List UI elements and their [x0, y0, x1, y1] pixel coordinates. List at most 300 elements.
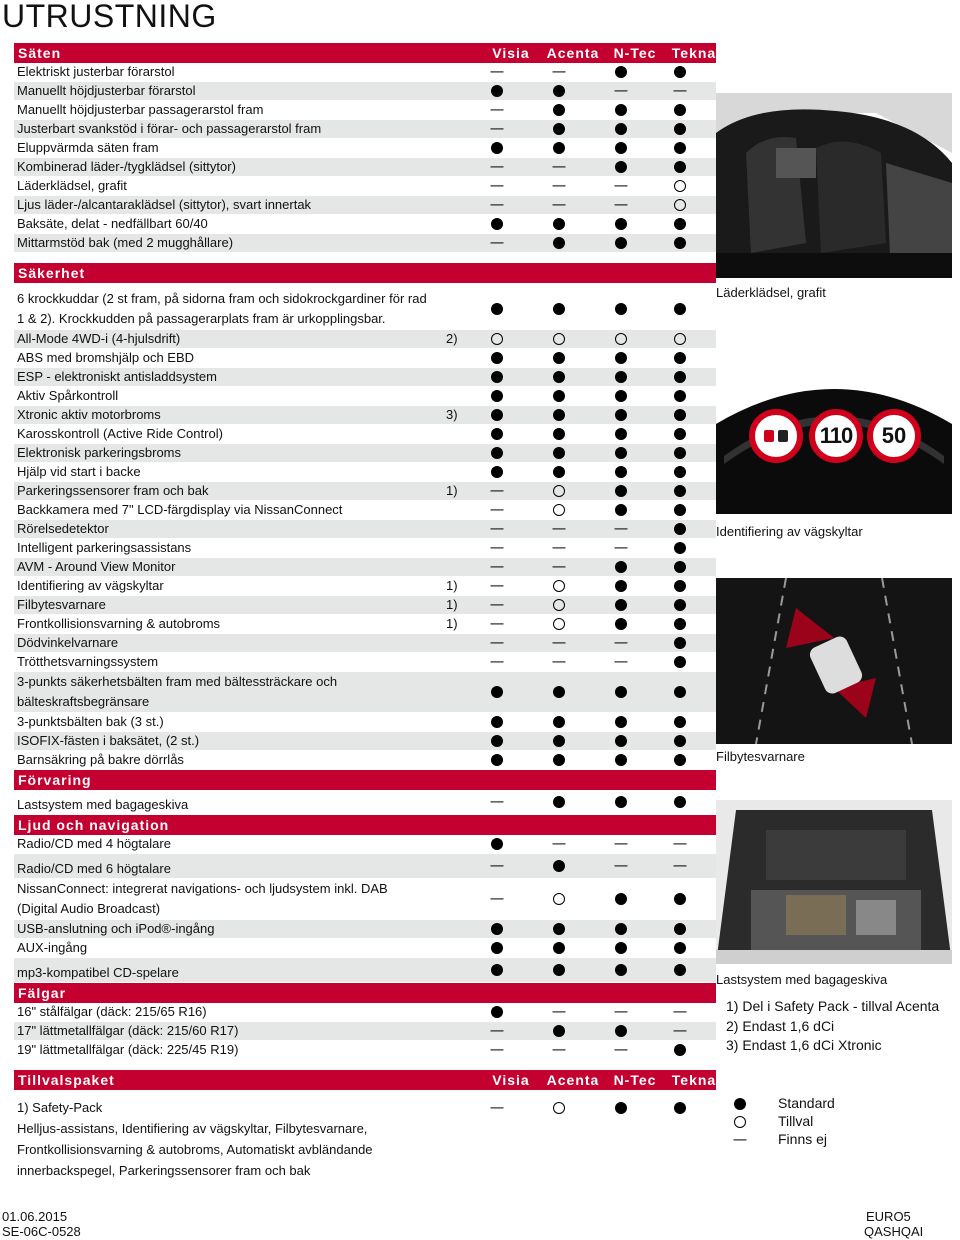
row-label: Barnsäkring på bakre dörrlås [17, 752, 184, 767]
table-row [14, 615, 716, 634]
table-row [14, 854, 716, 879]
section-header [14, 770, 716, 790]
table-row [14, 82, 716, 101]
row-label: Baksäte, delat - nedfällbart 60/40 [17, 216, 208, 231]
footnote-ref: 1) [446, 483, 458, 498]
filled-circle-icon [674, 561, 686, 573]
open-circle-icon [674, 180, 686, 192]
section-title: Fälgar [18, 985, 67, 1001]
row-label: Radio/CD med 6 högtalare [17, 861, 171, 876]
row-label: Aktiv Spårkontroll [17, 388, 119, 403]
row-label: Elektriskt justerbar förarstol [17, 64, 175, 79]
filled-circle-icon [615, 796, 627, 808]
footnote-3: 3) Endast 1,6 dCi Xtronic [726, 1037, 882, 1053]
filled-circle-icon [615, 893, 627, 905]
row-label: Frontkollisionsvarning & autobroms [17, 616, 221, 631]
row-label: Dödvinkelvarnare [17, 635, 119, 650]
table-row [14, 879, 716, 920]
filled-circle-icon [674, 142, 686, 154]
dash-icon [615, 843, 628, 844]
filled-circle-icon [553, 942, 565, 954]
dash-icon [615, 90, 628, 91]
filled-circle-icon [491, 942, 503, 954]
row-label: ISOFIX-fästen i baksätet, (2 st.) [17, 733, 200, 748]
table-row [14, 196, 716, 215]
table-row [14, 939, 716, 958]
dash-icon [553, 1049, 566, 1050]
filled-circle-icon [674, 754, 686, 766]
dash-icon [553, 642, 566, 643]
row-label: 6 krockkuddar (2 st fram, på sidorna fram och sidokrockgardiner för rad 1 & 2). Krockkudden på passagerarplats fram är urkopplingsbar. [17, 291, 427, 326]
filled-circle-icon [674, 1044, 686, 1056]
filled-circle-icon [615, 303, 627, 315]
filled-circle-icon [615, 218, 627, 230]
column-header: Acenta [546, 1072, 600, 1088]
row-label: Radio/CD med 4 högtalare [17, 836, 171, 851]
open-circle-icon [553, 618, 565, 630]
section-header [14, 983, 716, 1003]
table-row [14, 958, 716, 983]
filled-circle-icon [491, 923, 503, 935]
filled-circle-icon [491, 352, 503, 364]
table-row [14, 1140, 716, 1161]
filled-circle-icon [674, 352, 686, 364]
filled-circle-icon [615, 1025, 627, 1037]
row-label: 19" lättmetallfälgar (däck: 225/45 R19) [17, 1042, 239, 1057]
caption-lane-departure: Filbytesvarnare [716, 749, 805, 764]
section-title: Säten [18, 45, 62, 61]
sign-50-label: 50 [881, 423, 907, 448]
table-row [14, 234, 716, 253]
row-label: Eluppvärmda säten fram [17, 140, 159, 155]
filled-circle-icon [615, 409, 627, 421]
filled-circle-icon [674, 964, 686, 976]
open-circle-icon [553, 1102, 565, 1114]
filled-circle-icon [491, 447, 503, 459]
caption-sign-recognition: Identifiering av vägskyltar [716, 524, 863, 539]
table-row [14, 482, 716, 501]
dash-icon [491, 585, 504, 586]
filled-circle-icon [553, 352, 565, 364]
row-label: Identifiering av vägskyltar [17, 578, 164, 593]
open-circle-icon [615, 333, 627, 345]
lane-departure-icon [716, 578, 952, 744]
filled-circle-icon [674, 735, 686, 747]
table-row [14, 63, 716, 82]
dash-icon [615, 642, 628, 643]
dash-icon [615, 185, 628, 186]
table-row [14, 1003, 716, 1022]
table-row [14, 330, 716, 349]
filled-circle-icon [491, 754, 503, 766]
table-row [14, 349, 716, 368]
table-row [14, 177, 716, 196]
footnote-ref: 1) [446, 578, 458, 593]
filled-circle-icon [553, 466, 565, 478]
table-row [14, 1161, 716, 1182]
section-header [14, 815, 716, 835]
filled-circle-icon [615, 1102, 627, 1114]
open-circle-icon [491, 333, 503, 345]
dash-icon [491, 204, 504, 205]
footnote-ref: 1) [446, 597, 458, 612]
filled-circle-icon [674, 104, 686, 116]
section-title: Ljud och navigation [18, 817, 170, 833]
dash-icon [491, 509, 504, 510]
filled-circle-icon [674, 390, 686, 402]
open-circle-icon [553, 504, 565, 516]
filled-circle-icon [491, 716, 503, 728]
open-circle-icon [553, 485, 565, 497]
row-label: ESP - elektroniskt antisladdsystem [17, 369, 217, 384]
filled-circle-icon [553, 735, 565, 747]
filled-circle-icon [553, 447, 565, 459]
filled-circle-icon [553, 964, 565, 976]
footer-model: QASHQAI [864, 1224, 924, 1239]
row-label: Helljus-assistans, Identifiering av vägskyltar, Filbytesvarnare, [17, 1121, 368, 1136]
column-header: Visia [492, 1072, 530, 1088]
filled-circle-icon [615, 618, 627, 630]
row-label: Hjälp vid start i backe [17, 464, 141, 479]
table-row [14, 139, 716, 158]
cargo-image [716, 800, 952, 964]
filled-circle-icon [553, 142, 565, 154]
filled-circle-icon [615, 352, 627, 364]
filled-circle-icon [674, 656, 686, 668]
table-row [14, 289, 716, 330]
car-interior-icon [716, 93, 952, 278]
section-title: Förvaring [18, 772, 92, 788]
filled-circle-icon [615, 599, 627, 611]
filled-circle-icon [674, 485, 686, 497]
filled-circle-icon [615, 485, 627, 497]
filled-circle-icon [615, 66, 627, 78]
filled-circle-icon [615, 466, 627, 478]
row-label: 17" lättmetallfälgar (däck: 215/60 R17) [17, 1023, 239, 1038]
dash-icon [491, 898, 504, 899]
dash-icon [674, 865, 687, 866]
filled-circle-icon [674, 942, 686, 954]
section-header [14, 43, 716, 63]
row-label: Filbytesvarnare [17, 597, 106, 612]
filled-circle-icon [615, 123, 627, 135]
dash-icon [674, 843, 687, 844]
filled-circle-icon [674, 66, 686, 78]
row-label: Kombinerad läder-/tygklädsel (sittytor) [17, 159, 236, 174]
row-label: Elektronisk parkeringsbroms [17, 445, 182, 460]
dash-icon [553, 547, 566, 548]
caption-cargo: Lastsystem med bagageskiva [716, 972, 888, 987]
row-label: 1) Safety-Pack [17, 1100, 103, 1115]
filled-circle-icon [553, 754, 565, 766]
filled-circle-icon [491, 735, 503, 747]
table-row [14, 120, 716, 139]
dash-icon [491, 490, 504, 491]
dash-icon [553, 204, 566, 205]
dash-icon [553, 185, 566, 186]
row-label: Frontkollisionsvarning & autobroms, Automatiskt avbländande [17, 1142, 373, 1157]
column-header: Tekna [671, 45, 717, 61]
dash-icon [491, 661, 504, 662]
filled-circle-icon [674, 123, 686, 135]
filled-circle-icon [674, 1102, 686, 1114]
row-label: Intelligent parkeringsassistans [17, 540, 192, 555]
filled-circle-icon [674, 218, 686, 230]
filled-circle-icon [553, 923, 565, 935]
table-row [14, 1119, 716, 1140]
filled-circle-icon [674, 796, 686, 808]
dash-icon [615, 865, 628, 866]
dash-icon [615, 1049, 628, 1050]
filled-circle-icon [615, 237, 627, 249]
dash-icon [491, 185, 504, 186]
table-row [14, 713, 716, 732]
dash-icon [491, 547, 504, 548]
filled-circle-icon [491, 428, 503, 440]
section-gap [14, 1060, 716, 1070]
open-circle-icon [553, 580, 565, 592]
dash-icon [491, 801, 504, 802]
dash-icon [491, 1030, 504, 1031]
dash-icon [615, 1011, 628, 1012]
table-row [14, 406, 716, 425]
cargo-area-icon [716, 800, 952, 964]
dash-icon [553, 71, 566, 72]
row-label: Justerbart svankstöd i förar- och passagerarstol fram [17, 121, 322, 136]
dash-icon [491, 71, 504, 72]
dash-icon [491, 566, 504, 567]
filled-circle-icon [674, 542, 686, 554]
table-row [14, 463, 716, 482]
open-circle-icon [553, 893, 565, 905]
filled-circle-icon [553, 716, 565, 728]
dash-icon [553, 528, 566, 529]
section-gap [14, 253, 716, 263]
row-label: NissanConnect: integrerat navigations- och ljudsystem inkl. DAB (Digital Audio Broadcast) [17, 881, 388, 916]
dash-icon [734, 1139, 747, 1140]
row-label: Backkamera med 7" LCD-färgdisplay via NissanConnect [17, 502, 343, 517]
dash-icon [491, 604, 504, 605]
dash-icon [553, 661, 566, 662]
filled-circle-icon [674, 237, 686, 249]
dash-icon [491, 528, 504, 529]
filled-circle-icon [615, 561, 627, 573]
footnote-2: 2) Endast 1,6 dCi [726, 1018, 835, 1034]
filled-circle-icon [491, 466, 503, 478]
filled-circle-icon [615, 371, 627, 383]
filled-circle-icon [674, 580, 686, 592]
table-row [14, 1098, 716, 1119]
page-title: UTRUSTNING [2, 0, 217, 34]
filled-circle-icon [734, 1098, 746, 1110]
dash-icon [615, 204, 628, 205]
filled-circle-icon [674, 428, 686, 440]
row-label: Ljus läder-/alcantaraklädsel (sittytor), svart innertak [17, 197, 312, 212]
row-label: Manuellt höjdjusterbar förarstol [17, 83, 196, 98]
filled-circle-icon [553, 237, 565, 249]
filled-circle-icon [674, 716, 686, 728]
filled-circle-icon [674, 618, 686, 630]
dash-icon [615, 661, 628, 662]
table-row [14, 387, 716, 406]
row-label: Rörelsedetektor [17, 521, 109, 536]
dash-icon [674, 1011, 687, 1012]
dash-icon [674, 90, 687, 91]
filled-circle-icon [674, 161, 686, 173]
filled-circle-icon [615, 504, 627, 516]
lane-departure-image [716, 578, 952, 744]
filled-circle-icon [674, 447, 686, 459]
dash-icon [491, 109, 504, 110]
filled-circle-icon [553, 85, 565, 97]
filled-circle-icon [615, 580, 627, 592]
filled-circle-icon [615, 142, 627, 154]
filled-circle-icon [615, 964, 627, 976]
filled-circle-icon [491, 85, 503, 97]
footer-code: SE-06C-0528 [2, 1224, 81, 1239]
filled-circle-icon [491, 303, 503, 315]
filled-circle-icon [674, 466, 686, 478]
table-row [14, 672, 716, 713]
table-row [14, 577, 716, 596]
filled-circle-icon [674, 409, 686, 421]
footnote-ref: 2) [446, 331, 458, 346]
filled-circle-icon [553, 409, 565, 421]
filled-circle-icon [674, 523, 686, 535]
filled-circle-icon [491, 1006, 503, 1018]
table-row [14, 520, 716, 539]
sign-recognition-image [716, 364, 952, 514]
row-label: AVM - Around View Monitor [17, 559, 176, 574]
filled-circle-icon [553, 390, 565, 402]
row-label: All-Mode 4WD-i (4-hjulsdrift) [17, 331, 181, 346]
filled-circle-icon [615, 686, 627, 698]
dash-icon [491, 623, 504, 624]
dash-icon [491, 865, 504, 866]
table-row [14, 790, 716, 815]
filled-circle-icon [615, 390, 627, 402]
table-row [14, 1022, 716, 1041]
column-header: Acenta [546, 45, 600, 61]
dash-icon [553, 843, 566, 844]
filled-circle-icon [674, 303, 686, 315]
column-header: Visia [492, 45, 530, 61]
row-label: Xtronic aktiv motorbroms [17, 407, 161, 422]
open-circle-icon [553, 599, 565, 611]
section-header [14, 1070, 716, 1090]
table-row [14, 751, 716, 770]
row-label: 3-punktsbälten bak (3 st.) [17, 714, 164, 729]
row-label: Trötthetsvarningssystem [17, 654, 159, 669]
filled-circle-icon [553, 428, 565, 440]
filled-circle-icon [491, 964, 503, 976]
row-label: Manuellt höjdjusterbar passagerarstol fram [17, 102, 264, 117]
open-circle-icon [734, 1116, 746, 1128]
footnote-ref: 3) [446, 407, 458, 422]
column-header: Tekna [671, 1072, 717, 1088]
table-row [14, 920, 716, 939]
filled-circle-icon [553, 796, 565, 808]
dash-icon [491, 1107, 504, 1108]
equipment-table [14, 43, 716, 1182]
footnote-ref: 1) [446, 616, 458, 631]
open-circle-icon [553, 333, 565, 345]
open-circle-icon [674, 333, 686, 345]
row-label: 16" stålfälgar (däck: 215/65 R16) [17, 1004, 207, 1019]
filled-circle-icon [674, 504, 686, 516]
filled-circle-icon [674, 923, 686, 935]
filled-circle-icon [553, 303, 565, 315]
table-row [14, 215, 716, 234]
open-circle-icon [674, 199, 686, 211]
filled-circle-icon [553, 1025, 565, 1037]
table-row [14, 425, 716, 444]
table-row [14, 1041, 716, 1060]
filled-circle-icon [491, 390, 503, 402]
filled-circle-icon [553, 218, 565, 230]
filled-circle-icon [553, 123, 565, 135]
table-row [14, 501, 716, 520]
row-label: Lastsystem med bagageskiva [17, 797, 189, 812]
filled-circle-icon [674, 599, 686, 611]
filled-circle-icon [615, 428, 627, 440]
dash-icon [674, 1030, 687, 1031]
filled-circle-icon [553, 686, 565, 698]
table-row [14, 101, 716, 120]
footnote-1: 1) Del i Safety Pack - tillval Acenta [726, 998, 940, 1014]
row-label: ABS med bromshjälp och EBD [17, 350, 195, 365]
table-row [14, 158, 716, 177]
dash-icon [615, 547, 628, 548]
row-label: AUX-ingång [17, 940, 88, 955]
filled-circle-icon [553, 860, 565, 872]
table-row [14, 444, 716, 463]
table-row [14, 596, 716, 615]
section-title: Säkerhet [18, 265, 86, 281]
row-label: USB-anslutning och iPod®-ingång [17, 921, 215, 936]
dash-icon [491, 642, 504, 643]
table-row [14, 558, 716, 577]
table-row [14, 634, 716, 653]
table-row [14, 732, 716, 751]
filled-circle-icon [674, 371, 686, 383]
filled-circle-icon [491, 218, 503, 230]
row-label: mp3-kompatibel CD-spelare [17, 965, 179, 980]
dash-icon [553, 1011, 566, 1012]
filled-circle-icon [674, 893, 686, 905]
table-row [14, 539, 716, 558]
row-label: Mittarmstöd bak (med 2 mugghållare) [17, 235, 234, 250]
filled-circle-icon [615, 104, 627, 116]
table-row [14, 653, 716, 672]
dash-icon [615, 528, 628, 529]
filled-circle-icon [491, 371, 503, 383]
row-label: 3-punkts säkerhetsbälten fram med bältessträckare och bälteskraftsbegränsare [17, 674, 338, 709]
filled-circle-icon [615, 942, 627, 954]
dash-icon [491, 128, 504, 129]
filled-circle-icon [491, 686, 503, 698]
row-label: Läderklädsel, grafit [17, 178, 127, 193]
dash-icon [553, 166, 566, 167]
dash-icon [491, 242, 504, 243]
interior-photo [716, 93, 952, 278]
column-header: N-Tec [613, 1072, 657, 1088]
dash-icon [553, 566, 566, 567]
row-label: Karosskontroll (Active Ride Control) [17, 426, 223, 441]
filled-circle-icon [491, 409, 503, 421]
filled-circle-icon [615, 161, 627, 173]
table-row [14, 835, 716, 854]
